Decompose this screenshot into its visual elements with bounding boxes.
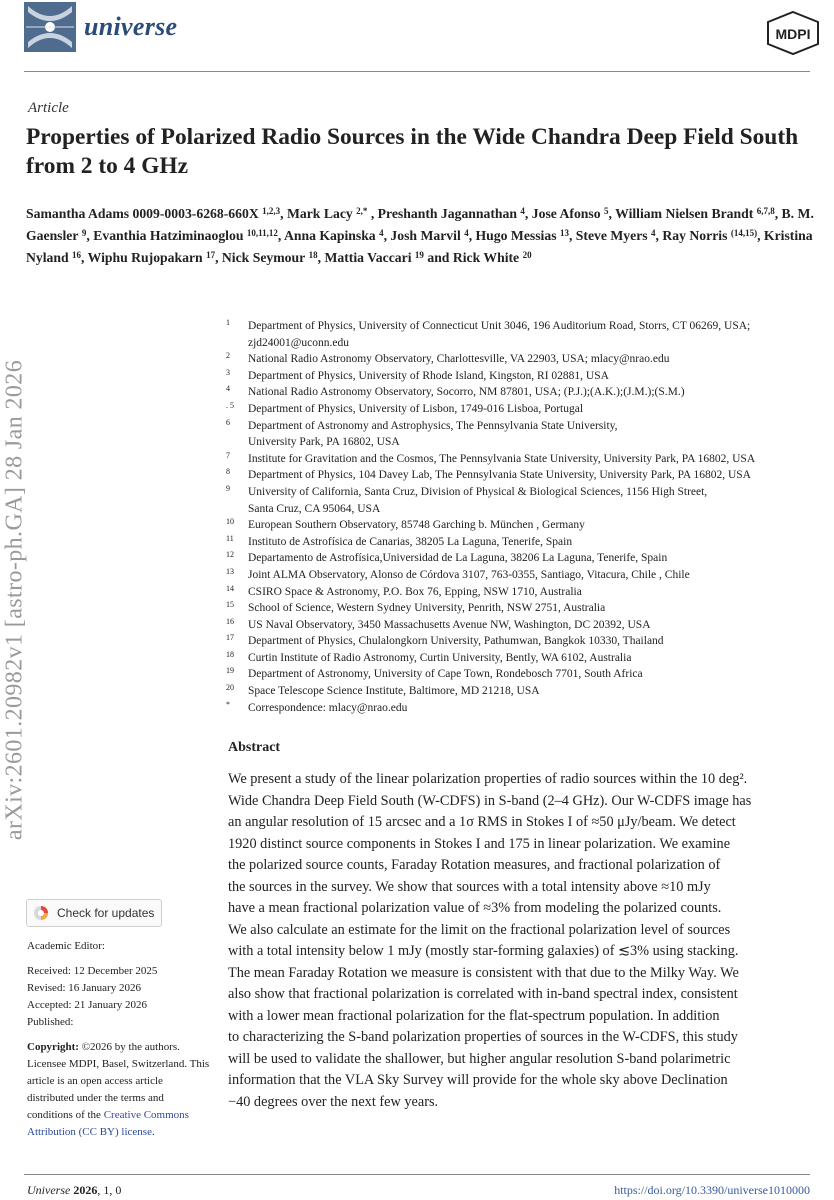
affiliation: 15 School of Science, Western Sydney University, Penrith, NSW 2751, Australia — [226, 600, 606, 615]
author: Hugo Messias $^{13}$, — [475, 228, 576, 243]
abstract-text: We present a study of the linear polarization properties of radio sources within the 10 deg². Wide Chandra Deep Field South (W-CDFS) in S-band (2–4 GHz). Our W-CDFS image has an angular resolution of 15 arcsec and a 1σ RMS in Stokes I of ≈50 μJy/beam. We detect 1920 distinct source components in Stokes I and 175 in linear polarization. We examine the polarized source counts, Faraday Rotation measures, and fractional polarization of the sources in the survey. We show that sources with a total intensity above ≈10 mJy have a mean fractional polarization value of ≈3% from modeling the polarized counts. We also calculate an estimate for the limit on the fractional polarization level of sources with a total intensity below 1 mJy (mostly star-forming galaxies) of ≲3% using stacking. The mean Faraday Rotation we measure is consistent with that due to the Milky Way. We also show that fractional polarization is correlated with in-band spectral index, consistent with a lower mean fractional polarization for the flat-spectrum population. In addition to characterizing the S-band polarization properties of sources in the W-CDFS, this study will be used to validate the shallower, but higher angular resolution S-band polarimetric information that the VLA Sky Survey will provide for the whole sky above Declination −40 degrees over the next few years. — [228, 771, 752, 1110]
author: William Nielsen Brandt $^{6,7,8}$, — [615, 206, 782, 221]
affiliation: 20 Space Telescope Science Institute, Baltimore, MD 21218, USA — [226, 683, 540, 698]
author: Anna Kapinska $^4$, — [283, 228, 391, 243]
author: B. M. Gaensler $^9$, — [26, 206, 814, 243]
affiliation: 7 Institute for Gravitation and the Cosmos, The Pennsylvania State University, University Park, PA 16802, USA — [226, 450, 756, 465]
author: Preshanth Jagannathan $^4$, — [377, 206, 532, 221]
footer-volume: , 1, 0 — [97, 1183, 122, 1197]
affiliation: . 5 Department of Physics, University of Lisbon, 1749-016 Lisboa, Portugal — [226, 400, 584, 415]
author: Kristina Nyland $^{16}$, — [26, 228, 813, 265]
author: Mark Lacy $^{2,*}$ , — [286, 206, 378, 221]
article-type: Article — [28, 100, 69, 116]
accepted-date: Accepted: 21 January 2026 — [27, 999, 148, 1011]
license-end: . — [151, 1126, 155, 1138]
paper-title: Properties of Polarized Radio Sources in the Wide Chandra Deep Field South from 2 to 4 GHz — [26, 124, 799, 179]
copyright-text: ©2026 by the authors. Licensee MDPI, Basel, Switzerland. This article is an open access article distributed under the terms and conditions of the — [27, 1041, 210, 1121]
academic-editor: Academic Editor: — [27, 940, 105, 952]
affiliation-list — [226, 318, 834, 716]
journal-name: universe — [84, 12, 178, 41]
author: Steve Myers $^4$, — [575, 228, 663, 243]
abstract-heading: Abstract — [228, 740, 281, 755]
author: Rick White $^{20}$ — [452, 250, 532, 265]
affiliation: 8 Department of Physics, 104 Davey Lab, The Pennsylvania State University, University Park, PA 16802, USA — [226, 467, 751, 482]
affiliation: 2 National Radio Astronomy Observatory, Charlottesville, VA 22903, USA; mlacy@nrao.edu — [226, 351, 670, 366]
mdpi-logo-text: MDPI — [775, 26, 811, 42]
author: Nick Seymour $^{18}$, — [221, 250, 325, 265]
doi-link[interactable]: https://doi.org/10.3390/universe1010000 — [614, 1183, 810, 1197]
affiliation: 14 CSIRO Space & Astronomy, P.O. Box 76, Epping, NSW 1710, Australia — [226, 583, 582, 598]
affiliation: 12 Departamento de Astrofísica,Universidad de La Laguna, 38206 La Laguna, Tenerife, Spain — [226, 550, 668, 565]
published-date: Published: — [27, 1016, 74, 1028]
license-link[interactable]: Creative Commons Attribution (CC BY) license — [27, 1109, 189, 1138]
citation-footer — [27, 1183, 121, 1198]
affiliation: 18 Curtin Institute of Radio Astronomy, Curtin University, Bently, WA 6102, Australia — [226, 649, 632, 664]
affiliation: 19 Department of Astronomy, University of Cape Town, Rondebosch 7701, South Africa — [226, 666, 643, 681]
correspondence: * Correspondence: mlacy@nrao.edu — [226, 699, 408, 714]
author: Mattia Vaccari $^{19}$ and — [324, 250, 453, 265]
affiliation: 4 National Radio Astronomy Observatory, Socorro, NM 87801, USA; (P.J.);(A.K.);(J.M.);(S.M.) — [226, 384, 685, 399]
received-date: Received: 12 December 2025 — [27, 965, 158, 977]
arxiv-id: arXiv:2601.20982v1 [astro-ph.GA] 28 Jan 2026 — [1, 359, 28, 841]
header-divider — [24, 71, 810, 72]
copyright-notice — [27, 1039, 212, 1141]
mdpi-logo — [766, 10, 820, 56]
check-for-updates-button[interactable] — [26, 899, 162, 927]
author: Jose Afonso $^5$, — [531, 206, 616, 221]
affiliation: 1 Department of Physics, University of Connecticut Unit 3046, 196 Auditorium Road, Storrs, CT 06269, USA; zjd24001@uconn.edu — [226, 318, 751, 349]
check-updates-icon — [33, 905, 49, 921]
footer-divider — [24, 1174, 810, 1175]
author: Ray Norris $^{(14,15)}$, — [662, 228, 764, 243]
author: Josh Marvil $^4$, — [390, 228, 476, 243]
affiliation: 13 Joint ALMA Observatory, Alonso de Córdova 3107, 763-0355, Santiago, Vitacura, Chile , Chile — [226, 566, 690, 581]
universe-logo — [24, 2, 76, 52]
author: Samantha Adams 0009-0003-6268-660X $^{1,2,3}$, — [26, 206, 287, 221]
author-list — [26, 203, 834, 269]
author: Evanthia Hatziminaoglou $^{10,11,12}$, — [93, 228, 284, 243]
revised-date: Revised: 16 January 2026 — [27, 982, 141, 994]
affiliation: 16 US Naval Observatory, 3450 Massachusetts Avenue NW, Washington, DC 20392, USA — [226, 616, 651, 631]
copyright-label: Copyright: — [27, 1041, 79, 1053]
affiliation: 3 Department of Physics, University of Rhode Island, Kingston, RI 02881, USA — [226, 367, 609, 382]
affiliation: 9 University of California, Santa Cruz, Division of Physical & Biological Sciences, 1156 High Street, Santa Cruz, CA 95064, USA — [226, 483, 708, 515]
author: Wiphu Rujopakarn $^{17}$, — [87, 250, 222, 265]
affiliation: 10 European Southern Observatory, 85748 Garching b. München , Germany — [226, 517, 585, 532]
arxiv-stamp — [0, 296, 30, 904]
affiliation: 11 Instituto de Astrofísica de Canarias, 38205 La Laguna, Tenerife, Spain — [226, 533, 573, 548]
check-updates-label: Check for updates — [57, 906, 155, 920]
article-info-sidebar — [27, 938, 212, 1141]
footer-journal: Universe — [27, 1183, 71, 1197]
footer-year: 2026 — [73, 1183, 98, 1197]
affiliation: 6 Department of Astronomy and Astrophysics, The Pennsylvania State University, University Park, PA 16802, USA — [226, 417, 618, 449]
affiliation: 17 Department of Physics, Chulalongkorn University, Pathumwan, Bangkok 10330, Thailand — [226, 633, 664, 648]
